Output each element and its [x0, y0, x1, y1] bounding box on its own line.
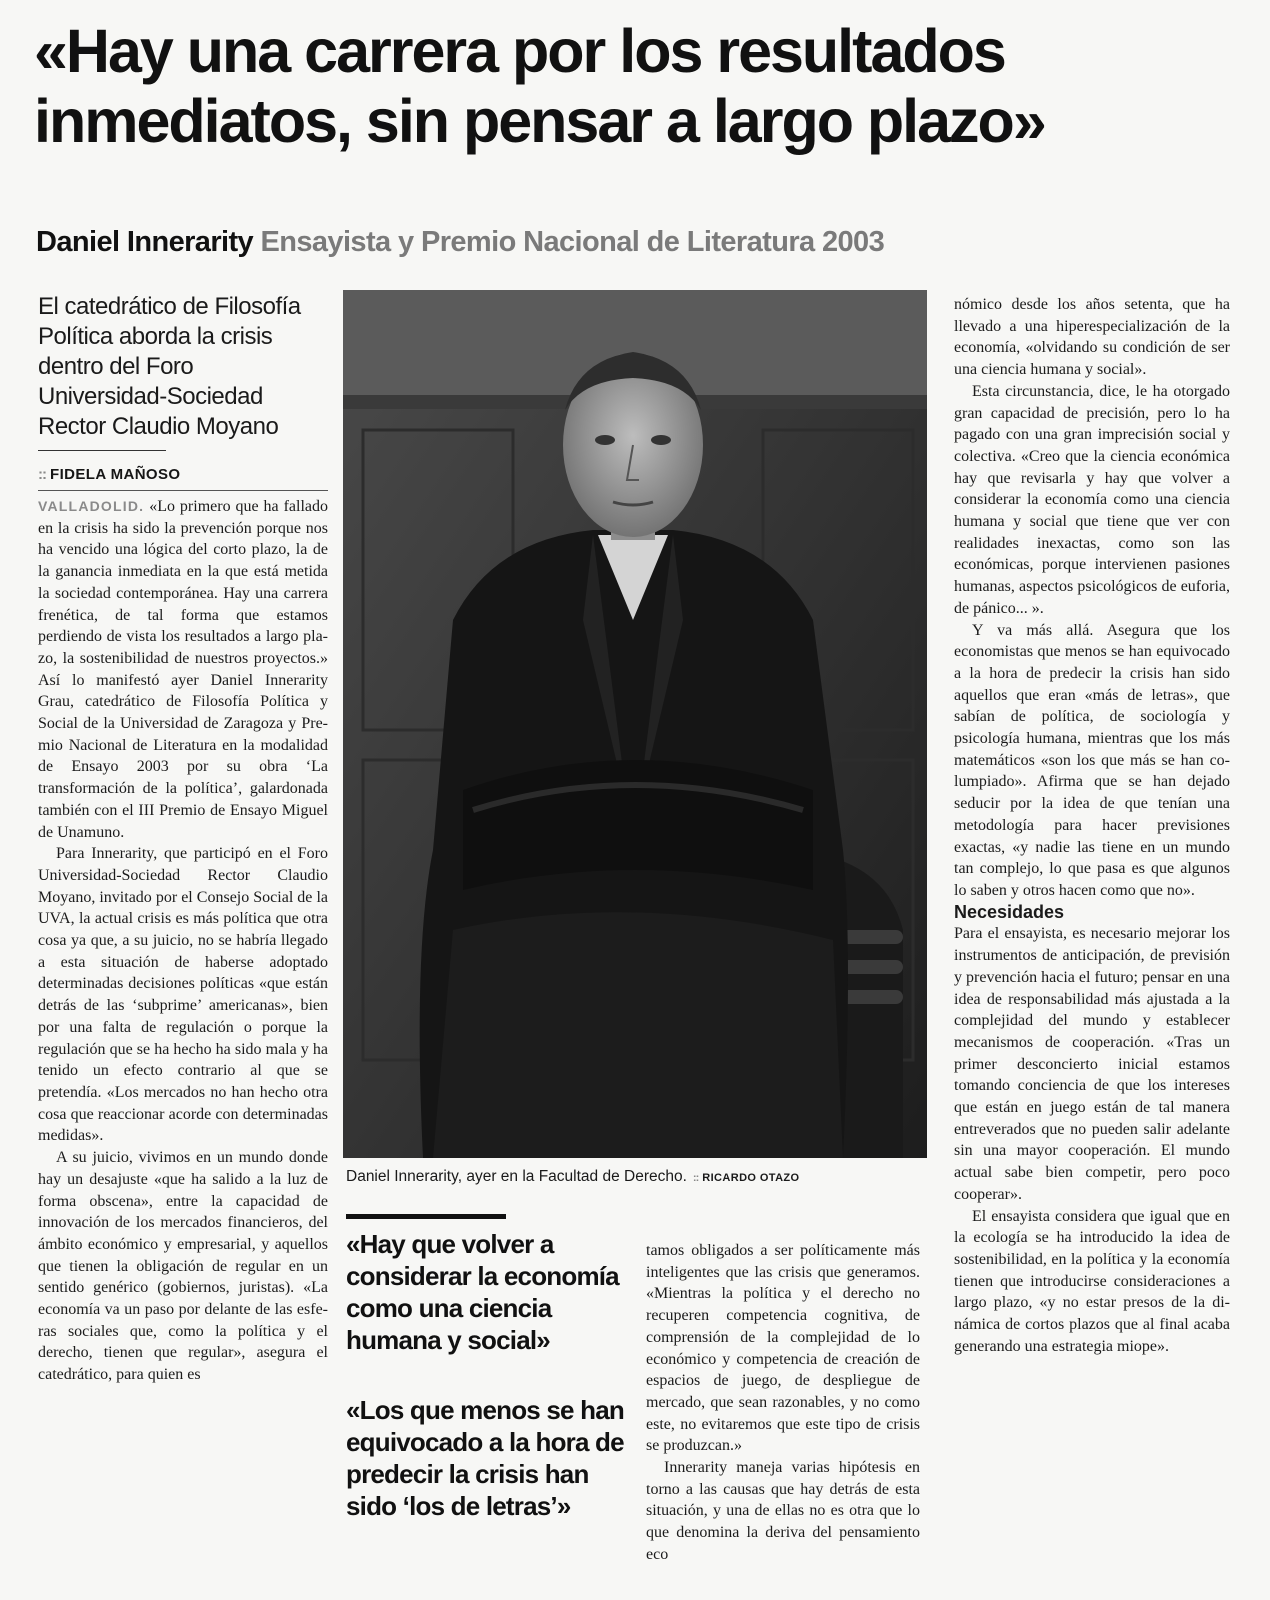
paragraph-text: «Lo primero que ha fallado en la crisis ha sido la prevención porque nos ha vencido una lógica del corto plazo, la de la ganancia inmediata en la que está metida la sociedad contemporánea. Hay una carrera frenética, de tal forma que estamos perdiendo de vista los resultados a largo plazo, la sostenibilidad de nuestros proyectos.» Así lo manifestó ayer Daniel Innerarity Grau, catedrático de Filosofía Política y Social de la Universidad de Zaragoza y Premio Nacional de Literatura en la modalidad de Ensayo 2003 por su obra ‘La transformación de la política’, galardonada también con el III Premio de Ensayo Miguel de Unamuno. — [38, 498, 328, 841]
deck-summary: El catedrático de Filosofía Política aborda la crisis dentro del Foro Universidad-Sociedad Rector Claudio Moyano — [38, 293, 301, 440]
credit-marker-icon: :: — [692, 1172, 699, 1184]
byline-role: Ensayista y Premio Nacional de Literatura 2003 — [260, 226, 885, 258]
pullquote-2: «Los que menos se han equivocado a la hora de predecir la crisis han sido ‘los de letras’» — [346, 1395, 624, 1521]
article-paragraph: nómico desde los años setenta, que ha llevado a una hiperespecialización de la economía, «olvidando su condición de ser una ciencia humana y social». — [954, 296, 1230, 379]
section-subhead: Necesidades — [954, 901, 1065, 922]
author-credit — [38, 466, 180, 483]
author-divider — [38, 490, 328, 491]
article-paragraph — [38, 496, 328, 843]
photo-caption — [346, 1168, 926, 1186]
article-paragraph: El ensayista considera que igual que en la ecología se ha introducido la idea de sostenibilidad, en la política y la economía tienen que introducirse consideraciones a largo plazo, «y no estar presos de la dinámica de cortos plazos que al final acaba generando una estrategia miope». — [954, 1207, 1230, 1355]
article-paragraph: Y va más allá. Asegura que los economistas que menos se han equivocado a la hora de predecir la crisis han sido aquellos que eran «más de letras», que sabían de política, de sociología y psicología humana, mientras que los más matemáticos «son los que más se han columpiado». Afirma que se han dejado seducir por la idea de que tenían una metodología para hacer previsiones exactas, «y nadie las tiene en un mundo tan complejo, lo que pasa es que algunos lo saben y otros hacen como que no». — [954, 621, 1230, 899]
pullquote-rule — [346, 1214, 506, 1219]
byline-name: Daniel Innerarity — [36, 226, 254, 258]
article-column-2 — [646, 1240, 920, 1566]
article-column-3 — [954, 294, 1230, 1357]
pullquote-1: «Hay que volver a considerar la economía como una ciencia humana y social» — [346, 1229, 619, 1355]
author-name: FIDELA MAÑOSO — [50, 466, 181, 483]
article-column-1 — [38, 496, 328, 1386]
article-paragraph: Para Innerarity, que participó en el Foro Universidad-Sociedad Rector Claudio Moyano, invitado por el Consejo Social de la UVA, la actual crisis es más política que otra cosa ya que, a su juicio, no se habría llegado a esta situación de haberse adoptado determinadas decisiones políticas «que están detrás de las ‘subprime’ americanas», bien por una falta de regulación o porque la regulación que se ha hecho ha sido mala y ha tenido un efecto contrario al que se pretendía. «Los mercados no han hecho otra cosa que reaccionar acorde con determinadas medidas». — [38, 845, 328, 1145]
caption-text: Daniel Innerarity, ayer en la Facultad de Derecho. — [346, 1168, 687, 1185]
dateline: VALLADOLID. — [38, 498, 145, 514]
article-paragraph: Innerarity maneja varias hipótesis en torno a las causas que hay detrás de esta situación, y una de ellas no es otra que lo que denomina la deriva del pensamiento eco — [646, 1459, 920, 1563]
credit-name: RICARDO OTAZO — [702, 1172, 800, 1184]
author-marker-icon: :: — [38, 466, 46, 483]
article-paragraph: Esta circunstancia, dice, le ha otorgado gran capacidad de precisión, pero lo ha pagado con una gran imprecisión social y colectiva. «Creo que la ciencia económica hay que revisarla y hay que volver a considerar la economía como una ciencia humana y social que tiene que ver con realidades inexactas, como son las económicas, porque intervienen pasiones humanas, aspectos psicológicos de euforia, de pánico... ». — [954, 382, 1230, 617]
article-paragraph: A su juicio, vivimos en un mundo donde hay un desajuste «que ha salido a la luz de forma obscena», entre la capacidad de innovación de los mercados financieros, del ámbito económico y empresarial, y aquellos que tienen la obligación de regular en un sentido genérico (gobiernos, juristas). «La economía va un paso por delante de las esferas sociales que, como la política y el derecho, tienen que regular», asegura el catedrático, para quien es — [38, 1149, 328, 1384]
deck-divider — [38, 450, 166, 451]
portrait-image — [343, 290, 927, 1158]
article-paragraph: tamos obligados a ser políticamente más inteligentes que las crisis que generamos. «Mientras la política y el derecho no recuperen competencia cognitiva, de comprensión de la complejidad de lo económico y competencia de creación de espacios de juego, de despliegue de mercado, que sean razonables, y no como este, no evitaremos que este tipo de crisis se produzcan.» — [646, 1242, 920, 1455]
byline — [36, 226, 1236, 259]
headline-line-2: inmediatos, sin pensar a largo plazo» — [34, 87, 1045, 155]
headline — [34, 16, 1234, 156]
photo-credit — [693, 1172, 800, 1184]
portrait-photo — [343, 290, 927, 1158]
headline-line-1: «Hay una carrera por los resultados — [34, 17, 1005, 85]
article-paragraph: Para el ensayista, es necesario mejorar los instrumentos de anticipación, de previsión y prevención hacia el futuro; pensar en una idea de responsabilidad más ajustada a la complejidad del mundo y establecer mecanismos de cooperación. «Tras un primer desconcierto inicial estamos tomando conciencia de que los intereses que están en juego están de tal manera entreverados que no pueden salir adelante sin una mayor cooperación. El mundo actual sabe bien competir, pero poco cooperar». — [954, 925, 1230, 1203]
